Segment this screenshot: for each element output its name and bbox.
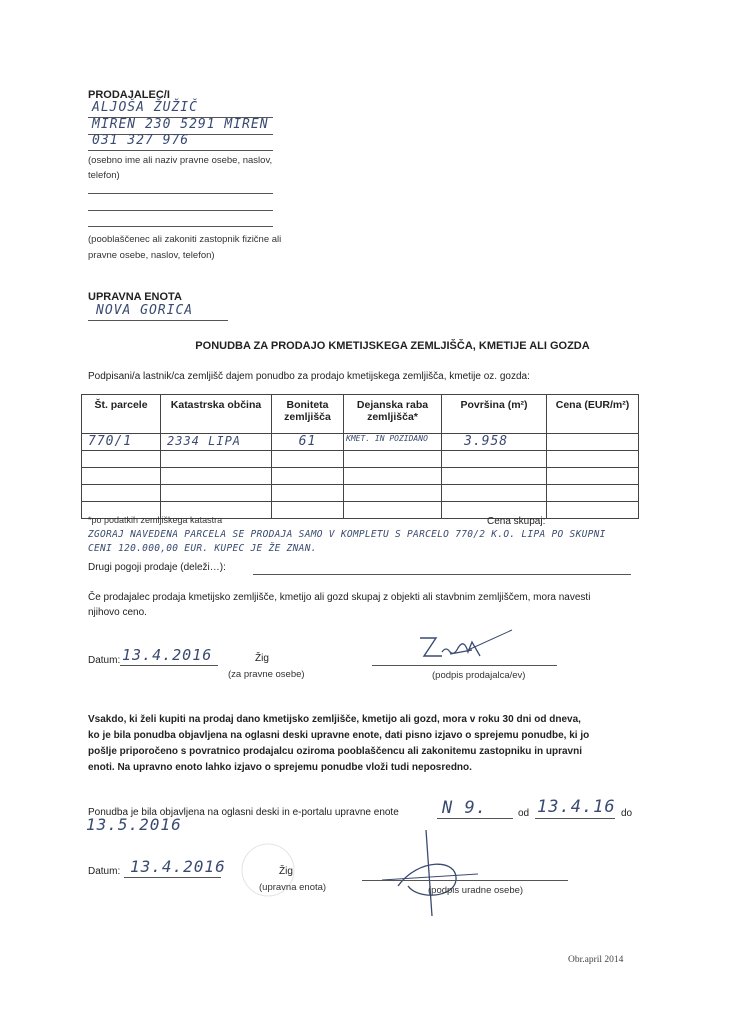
- parcel-table: [81, 394, 639, 519]
- total-label: Cena skupaj:: [487, 516, 546, 527]
- table-row: [82, 451, 639, 468]
- seller-stamp-note: (za pravne osebe): [228, 669, 305, 680]
- rep-line-2: [88, 210, 273, 211]
- cell-price: [547, 434, 639, 451]
- cell-cadastral: 2334 LIPA: [161, 434, 272, 451]
- header-area: Površina (m²): [442, 395, 547, 434]
- publication-number: N 9.: [442, 798, 487, 818]
- official-signature-line: [362, 880, 568, 881]
- official-date-line: [124, 877, 221, 878]
- admin-unit-heading: UPRAVNA ENOTA: [88, 291, 182, 303]
- seller-heading: PRODAJALEC/I: [88, 89, 170, 101]
- table-row: [82, 434, 639, 451]
- seller-stamp-label: Žig: [255, 653, 269, 664]
- header-price: Cena (EUR/m²): [547, 395, 639, 434]
- seller-name-handwritten: ALJOŠA ŽUŽIČ: [92, 100, 198, 115]
- objects-note-2: njihovo ceno.: [88, 607, 147, 618]
- header-cadastral: Katastrska občina: [161, 395, 272, 434]
- seller-note-1: (osebno ime ali naziv pravne osebe, naslov,: [88, 155, 273, 166]
- table-row: [82, 485, 639, 502]
- notice-line-2: ko je bila ponudba objavljena na oglasni deski upravne enote, dati pisno izjavo o sprejemu ponudbe, ki jo: [88, 730, 590, 741]
- rep-line-3: [88, 226, 273, 227]
- official-date-label: Datum:: [88, 866, 121, 877]
- seller-signature-line: [372, 665, 557, 666]
- rep-note-2: pravne osebe, naslov, telefon): [88, 250, 215, 261]
- seller-date-line: [120, 665, 218, 666]
- seller-signature-label: (podpis prodajalca/ev): [432, 670, 526, 681]
- official-signature-label: (podpis uradne osebe): [428, 885, 524, 896]
- table-footnote: *po podatkih zemljiškega katastra: [88, 515, 223, 525]
- cell-parcel: 770/1: [82, 434, 161, 451]
- rep-note-1: (pooblaščenec ali zakoniti zastopnik fizične ali: [88, 234, 282, 245]
- publication-from-value: 13.4.16: [537, 797, 616, 817]
- objects-note-1: Če prodajalec prodaja kmetijsko zemljišče, kmetijo ali gozd skupaj z objekti ali stavbnim zemljiščem, mora navesti: [88, 592, 591, 603]
- seller-signature: [408, 628, 518, 668]
- official-date-value: 13.4.2016: [130, 857, 226, 876]
- other-terms-label: Drugi pogoji prodaje (deleži…):: [88, 562, 226, 573]
- publication-number-line: [437, 818, 513, 819]
- seller-address-handwritten: MIREN 230 5291 MIREN: [92, 117, 269, 132]
- header-parcel-no: Št. parcele: [82, 395, 161, 434]
- notice-line-3: pošlje priporočeno s povratnico prodajalcu oziroma pooblaščencu ali zakonitemu zastopniku in upravni: [88, 746, 582, 757]
- seller-note-2: telefon): [88, 170, 120, 181]
- seller-phone-handwritten: 031 327 976: [92, 133, 190, 148]
- publication-from-line: [535, 818, 615, 819]
- header-land-use: Dejanska raba zemljišča*: [344, 395, 442, 434]
- other-terms-line: [253, 574, 631, 575]
- intro-text: Podpisani/a lastnik/ca zemljišč dajem ponudbo za prodajo kmetijskega zemljišča, kmetije oz. gozda:: [88, 371, 530, 382]
- official-stamp-label: Žig: [279, 866, 293, 877]
- cell-land-use: KMET. IN POZIDANO: [344, 434, 442, 451]
- admin-unit-line: [88, 320, 228, 321]
- official-stamp-note: (upravna enota): [259, 882, 327, 893]
- form-title: PONUDBA ZA PRODAJO KMETIJSKEGA ZEMLJIŠČA, KMETIJE ALI GOZDA: [195, 340, 590, 352]
- seller-date-label: Datum:: [88, 655, 121, 666]
- notice-line-1: Vsakdo, ki želi kupiti na prodaj dano kmetijsko zemljišče, kmetijo ali gozd, mora v roku 30 dni od dneva,: [88, 714, 581, 725]
- table-row: [82, 468, 639, 485]
- admin-unit-handwritten: NOVA GORICA: [96, 303, 194, 318]
- publication-to-label: do: [621, 808, 633, 819]
- publication-from-label: od: [518, 808, 530, 819]
- rep-line-1: [88, 193, 273, 194]
- handwritten-note-1: ZGORAJ NAVEDENA PARCELA SE PRODAJA SAMO V KOMPLETU S PARCELO 770/2 K.O. LIPA PO SKUPNI: [88, 529, 606, 540]
- official-signature: [378, 828, 488, 918]
- seller-line-3: [88, 150, 273, 151]
- handwritten-note-2: CENI 120.000,00 EUR. KUPEC JE ŽE ZNAN.: [88, 543, 317, 554]
- cell-rating: 61: [272, 434, 344, 451]
- publication-text: Ponudba je bila objavljena na oglasni deski in e-portalu upravne enote: [88, 807, 399, 818]
- notice-line-4: enoti. Na upravno enoto lahko izjavo o sprejemu ponudbe vloži tudi neposredno.: [88, 762, 472, 773]
- table-header-row: [82, 395, 639, 434]
- seller-date-value: 13.4.2016: [122, 646, 213, 664]
- form-code: Obr.april 2014: [568, 955, 624, 965]
- header-rating: Boniteta zemljišča: [272, 395, 344, 434]
- cell-area: 3.958: [442, 434, 547, 451]
- publication-to-value: 13.5.2016: [86, 815, 182, 834]
